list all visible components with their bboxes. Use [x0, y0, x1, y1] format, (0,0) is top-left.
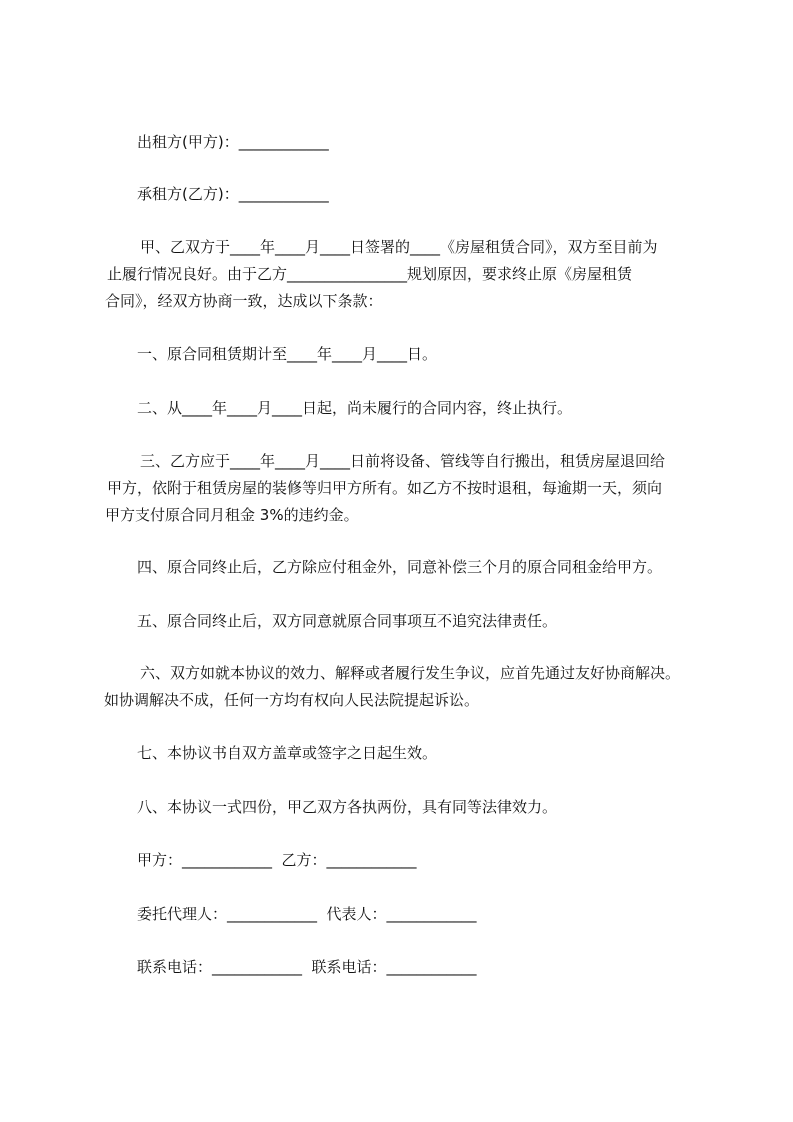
clause-2: 二、从____年____月____日起，尚未履行的合同内容，终止执行。	[137, 399, 573, 417]
clause-3-line-1: 三、乙方应于____年____月____日前将设备、管线等自行搬出，租赁房屋退回给	[140, 452, 666, 470]
clause-1: 一、原合同租赁期计至____年____月____日。	[137, 345, 438, 363]
intro-line-2: 止履行情况良好。由于乙方________________规划原因，要求终止原《房屋租赁	[107, 265, 633, 283]
intro-line-1: 甲、乙双方于____年____月____日签署的____《房屋租赁合同》，双方至目前为	[140, 238, 658, 256]
clause-3-line-2: 甲方，依附于租赁房屋的装修等归甲方所有。如乙方不按时退租，每逾期一天，须向	[107, 479, 663, 497]
clause-5: 五、原合同终止后，双方同意就原合同事项互不追究法律责任。	[137, 612, 558, 630]
signature-parties: 甲方：____________ 乙方：____________	[137, 851, 417, 869]
lessor-line: 出租方(甲方)：____________	[137, 133, 329, 151]
signature-agents: 委托代理人：____________ 代表人：____________	[137, 905, 477, 923]
clause-8: 八、本协议一式四份，甲乙双方各执两份，具有同等法律效力。	[137, 798, 558, 816]
signature-phones: 联系电话：____________ 联系电话：____________	[137, 958, 477, 976]
lessee-line: 承租方(乙方)：____________	[137, 185, 329, 203]
clause-4: 四、原合同终止后，乙方除应付租金外，同意补偿三个月的原合同租金给甲方。	[137, 558, 663, 576]
clause-6-line-1: 六、双方如就本协议的效力、解释或者履行发生争议，应首先通过友好协商解决。	[140, 664, 681, 682]
clause-3-line-3: 甲方支付原合同月租金 3%的违约金。	[105, 506, 359, 524]
clause-7: 七、本协议书自双方盖章或签字之日起生效。	[137, 744, 438, 762]
intro-line-3: 合同》，经双方协商一致，达成以下条款：	[105, 292, 383, 310]
clause-6-line-2: 如协调解决不成，任何一方均有权向人民法院提起诉讼。	[104, 691, 480, 709]
